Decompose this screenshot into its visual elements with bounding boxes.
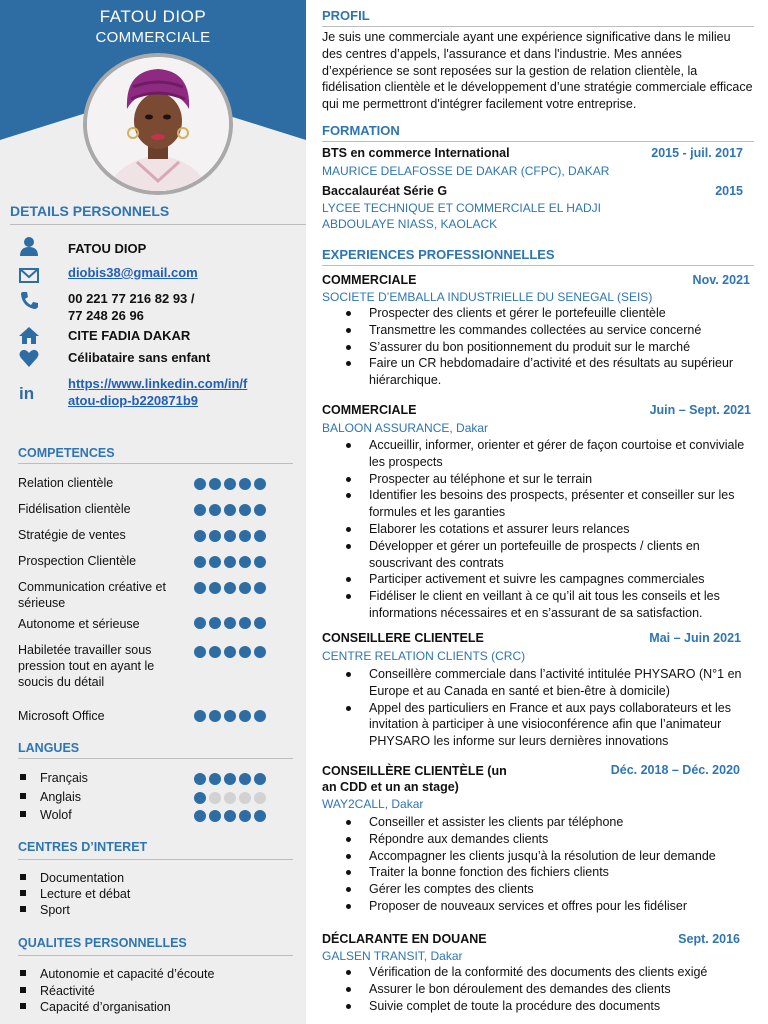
bullet-square xyxy=(20,793,26,799)
bullet-square xyxy=(20,987,26,993)
formation-school: MAURICE DELAFOSSE DE DAKAR (CFPC), DAKAR xyxy=(322,164,610,178)
skill-rating xyxy=(194,504,266,516)
list-item: Conseillère commerciale dans l’activité intitulée PHYSARO (N°1 en Europe et au Canada en santé et bien-être à domicile) xyxy=(344,666,754,700)
list-item: Vérification de la conformité des documents des clients exigé xyxy=(344,964,754,981)
skill-label: Autonome et sérieuse xyxy=(18,617,140,631)
rating-dot-filled xyxy=(254,582,266,594)
home-icon xyxy=(18,325,40,345)
rating-dot-filled xyxy=(224,504,236,516)
formation-school: LYCEE TECHNIQUE ET COMMERCIALE EL HADJI ABDOULAYE NIASS, KAOLACK xyxy=(322,201,601,231)
rating-dot-filled xyxy=(224,582,236,594)
divider xyxy=(322,141,754,142)
rating-dot-filled xyxy=(209,478,221,490)
language-item xyxy=(20,770,88,786)
rating-dot-filled xyxy=(194,617,206,629)
job-tasks xyxy=(344,964,754,1014)
skill-label: Relation clientèle xyxy=(18,476,114,490)
divider xyxy=(18,859,293,860)
skill-label: Fidélisation clientèle xyxy=(18,502,131,516)
interest-label: Documentation xyxy=(40,871,125,885)
rating-dot-filled xyxy=(239,504,251,516)
divider xyxy=(322,26,754,27)
person-icon xyxy=(18,236,40,256)
formation-date: 2015 - juil. 2017 xyxy=(651,146,743,160)
rating-dot-filled xyxy=(224,478,236,490)
rating-dot-filled xyxy=(224,710,236,722)
job-title: COMMERCIALE xyxy=(322,273,417,287)
profil-text: Je suis une commerciale ayant une expérience significative dans le milieu des centres d’appels, l'assurance et dans l'industrie. Mes années d’expérience se sont reposées sur la gestion de relation clientèle, la fidélisation clientèle et le développement d’une stratégie commerciale efficace qui me permettront d'intégrer facilement votre entreprise. xyxy=(322,30,753,112)
rating-dot-filled xyxy=(224,617,236,629)
rating-dot-filled xyxy=(254,504,266,516)
linkedin-link-line2[interactable]: atou-diop-b220871b9 xyxy=(68,393,199,408)
job-company: CENTRE RELATION CLIENTS (CRC) xyxy=(322,649,526,663)
rating-dot-filled xyxy=(209,582,221,594)
rating-dot-filled xyxy=(194,530,206,542)
list-item: Fidéliser le client en veillant à ce qu’il ait tous les conseils et les informations nécessaires et en s’assurant de sa satisfaction. xyxy=(344,588,754,622)
divider xyxy=(18,463,293,464)
rating-dot-filled xyxy=(209,810,221,822)
rating-dot-filled xyxy=(254,710,266,722)
formation-title: BTS en commerce International xyxy=(322,146,510,160)
job-company: BALOON ASSURANCE, Dakar xyxy=(322,421,489,435)
rating-dot-filled xyxy=(209,773,221,785)
skill-rating xyxy=(194,646,266,658)
list-item: Transmettre les commandes collectées au service concerné xyxy=(344,322,754,339)
bullet-square xyxy=(20,874,26,880)
envelope-icon xyxy=(18,265,40,285)
email-link[interactable]: diobis38@gmail.com xyxy=(68,265,198,280)
formation-date: 2015 xyxy=(715,184,743,198)
heart-icon xyxy=(18,348,40,368)
rating-dot-filled xyxy=(224,556,236,568)
linkedin-link-line1[interactable]: https://www.linkedin.com/in/f xyxy=(68,376,248,391)
portrait-image xyxy=(87,57,229,191)
phone-number-1: 00 221 77 216 82 93 / xyxy=(68,291,195,306)
rating-dot-filled xyxy=(194,646,206,658)
rating-dot-filled xyxy=(254,810,266,822)
list-item: Elaborer les cotations et assurer leurs relances xyxy=(344,521,754,538)
skill-rating xyxy=(194,556,266,568)
skill-rating xyxy=(194,617,266,629)
quality-label: Autonomie et capacité d’écoute xyxy=(40,967,215,981)
quality-item xyxy=(20,966,214,982)
detail-name: FATOU DIOP xyxy=(68,241,147,256)
competences-heading: COMPETENCES xyxy=(18,446,115,460)
formation-heading: FORMATION xyxy=(322,123,400,138)
interest-label: Sport xyxy=(40,903,70,917)
quality-label: Capacité d’organisation xyxy=(40,1000,171,1014)
rating-dot-filled xyxy=(194,710,206,722)
rating-dot-filled xyxy=(194,556,206,568)
linkedin-icon xyxy=(18,382,40,402)
list-item: Suivie complet de toute la procédure des documents xyxy=(344,998,754,1015)
quality-item xyxy=(20,999,171,1015)
list-item: Proposer de nouveaux services et offres pour les fidéliser xyxy=(344,898,754,915)
job-date: Sept. 2016 xyxy=(678,932,740,946)
formation-title: Baccalauréat Série G xyxy=(322,184,448,198)
rating-dot-filled xyxy=(239,582,251,594)
bullet-square xyxy=(20,1003,26,1009)
bullet-square xyxy=(20,906,26,912)
rating-dot-filled xyxy=(239,810,251,822)
list-item: Conseiller et assister les clients par téléphone xyxy=(344,814,754,831)
rating-dot-filled xyxy=(224,530,236,542)
divider xyxy=(18,955,293,956)
list-item: Faire un CR hebdomadaire d’activité et des résultats au supérieur hiérarchique. xyxy=(344,355,754,389)
rating-dot-filled xyxy=(209,646,221,658)
job-company: WAY2CALL, Dakar xyxy=(322,797,424,811)
bullet-square xyxy=(20,774,26,780)
rating-dot-filled xyxy=(254,556,266,568)
job-title: COMMERCIALE xyxy=(322,403,417,417)
skill-label: Habiletée travailler sous pression tout en ayant le soucis du détail xyxy=(18,643,155,689)
rating-dot-filled xyxy=(254,617,266,629)
skill-rating xyxy=(194,582,266,594)
quality-item xyxy=(20,983,95,999)
job-title: DÉCLARANTE EN DOUANE xyxy=(322,932,487,946)
divider xyxy=(322,265,754,266)
list-item: Accompagner les clients jusqu’à la résolution de leur demande xyxy=(344,848,754,865)
language-rating xyxy=(194,773,266,785)
job-date: Nov. 2021 xyxy=(692,273,750,287)
rating-dot-filled xyxy=(224,646,236,658)
list-item: Gérer les comptes des clients xyxy=(344,881,754,898)
skill-label: Communication créative et sérieuse xyxy=(18,580,166,610)
list-item: Répondre aux demandes clients xyxy=(344,831,754,848)
language-item xyxy=(20,789,81,805)
rating-dot-filled xyxy=(224,810,236,822)
divider xyxy=(18,758,293,759)
bullet-square xyxy=(20,970,26,976)
rating-dot-empty xyxy=(239,792,251,804)
language-item xyxy=(20,807,72,823)
rating-dot-filled xyxy=(239,556,251,568)
list-item: Accueillir, informer, orienter et gérer de façon courtoise et conviviale les prospects xyxy=(344,437,754,471)
job-tasks xyxy=(344,666,754,750)
rating-dot-filled xyxy=(209,617,221,629)
job-date: Mai – Juin 2021 xyxy=(649,631,741,645)
rating-dot-empty xyxy=(209,792,221,804)
skill-label: Stratégie de ventes xyxy=(18,528,126,542)
address-text: CITE FADIA DAKAR xyxy=(68,328,191,343)
profile-photo xyxy=(83,53,233,195)
rating-dot-filled xyxy=(254,478,266,490)
list-item: S’assurer du bon positionnement du produit sur le marché xyxy=(344,339,754,356)
interest-label: Lecture et débat xyxy=(40,887,131,901)
language-label: Français xyxy=(40,771,88,785)
list-item: Développer et gérer un portefeuille de prospects / clients en souscrivant des contrats xyxy=(344,538,754,572)
interest-item xyxy=(20,886,130,902)
rating-dot-empty xyxy=(224,792,236,804)
language-label: Anglais xyxy=(40,790,81,804)
langues-heading: LANGUES xyxy=(18,741,80,755)
list-item: Appel des particuliers en France et aux pays collaborateurs et les invitation à participer à une visioconférence afin que l’animateur PHYSARO les informe sur leurs dernières innovations xyxy=(344,700,754,750)
rating-dot-filled xyxy=(239,617,251,629)
name-title: FATOU DIOP xyxy=(99,7,207,26)
list-item: Identifier les besoins des prospects, présenter et conseiller sur les formules et les garanties xyxy=(344,487,754,521)
rating-dot-filled xyxy=(239,710,251,722)
list-item: Assurer le bon déroulement des demandes des clients xyxy=(344,981,754,998)
rating-dot-filled xyxy=(194,504,206,516)
list-item: Participer activement et suivre les campagnes commerciales xyxy=(344,571,754,588)
rating-dot-filled xyxy=(209,556,221,568)
skill-rating xyxy=(194,530,266,542)
job-title: CONSEILLERE CLIENTELE xyxy=(322,631,484,645)
qualites-heading: QUALITES PERSONNELLES xyxy=(18,936,187,950)
interest-item xyxy=(20,870,124,886)
skill-label: Microsoft Office xyxy=(18,709,105,723)
bullet-square xyxy=(20,890,26,896)
rating-dot-filled xyxy=(254,530,266,542)
job-tasks xyxy=(344,305,754,389)
phone-number-2: 77 248 26 96 xyxy=(68,308,144,323)
interest-item xyxy=(20,902,70,918)
job-title: CONSEILLÈRE CLIENTÈLE (un an CDD et un an stage) xyxy=(322,764,507,794)
divider xyxy=(10,224,306,225)
list-item: Prospecter au téléphone et sur le terrain xyxy=(344,471,754,488)
rating-dot-filled xyxy=(209,710,221,722)
language-rating xyxy=(194,810,266,822)
marital-status: Célibataire sans enfant xyxy=(68,350,211,365)
job-tasks xyxy=(344,814,754,915)
rating-dot-filled xyxy=(194,792,206,804)
job-company: SOCIETE D’EMBALLA INDUSTRIELLE DU SENEGAL (SEIS) xyxy=(322,290,653,304)
rating-dot-filled xyxy=(194,478,206,490)
rating-dot-filled xyxy=(239,646,251,658)
skill-rating xyxy=(194,478,266,490)
rating-dot-filled xyxy=(254,646,266,658)
language-label: Wolof xyxy=(40,808,72,822)
rating-dot-filled xyxy=(194,773,206,785)
profil-heading: PROFIL xyxy=(322,8,370,23)
rating-dot-filled xyxy=(194,582,206,594)
rating-dot-filled xyxy=(209,530,221,542)
rating-dot-filled xyxy=(239,478,251,490)
interets-heading: CENTRES D’INTERET xyxy=(18,840,148,854)
rating-dot-filled xyxy=(224,773,236,785)
list-item: Prospecter des clients et gérer le portefeuille clientèle xyxy=(344,305,754,322)
job-company: GALSEN TRANSIT, Dakar xyxy=(322,949,463,963)
rating-dot-filled xyxy=(239,530,251,542)
bullet-square xyxy=(20,811,26,817)
list-item: Traiter la bonne fonction des fichiers clients xyxy=(344,864,754,881)
language-rating xyxy=(194,792,266,804)
svg-text:in: in xyxy=(19,384,35,402)
rating-dot-empty xyxy=(254,792,266,804)
rating-dot-filled xyxy=(239,773,251,785)
experiences-heading: EXPERIENCES PROFESSIONNELLES xyxy=(322,247,555,262)
job-tasks xyxy=(344,437,754,622)
rating-dot-filled xyxy=(209,504,221,516)
quality-label: Réactivité xyxy=(40,984,95,998)
details-heading: DETAILS PERSONNELS xyxy=(10,203,170,219)
skill-rating xyxy=(194,710,266,722)
phone-icon xyxy=(18,290,40,310)
rating-dot-filled xyxy=(254,773,266,785)
job-date: Déc. 2018 – Déc. 2020 xyxy=(610,763,740,777)
role-title: COMMERCIALE xyxy=(95,29,211,46)
rating-dot-filled xyxy=(194,810,206,822)
skill-label: Prospection Clientèle xyxy=(18,554,137,568)
job-date: Juin – Sept. 2021 xyxy=(649,403,751,417)
